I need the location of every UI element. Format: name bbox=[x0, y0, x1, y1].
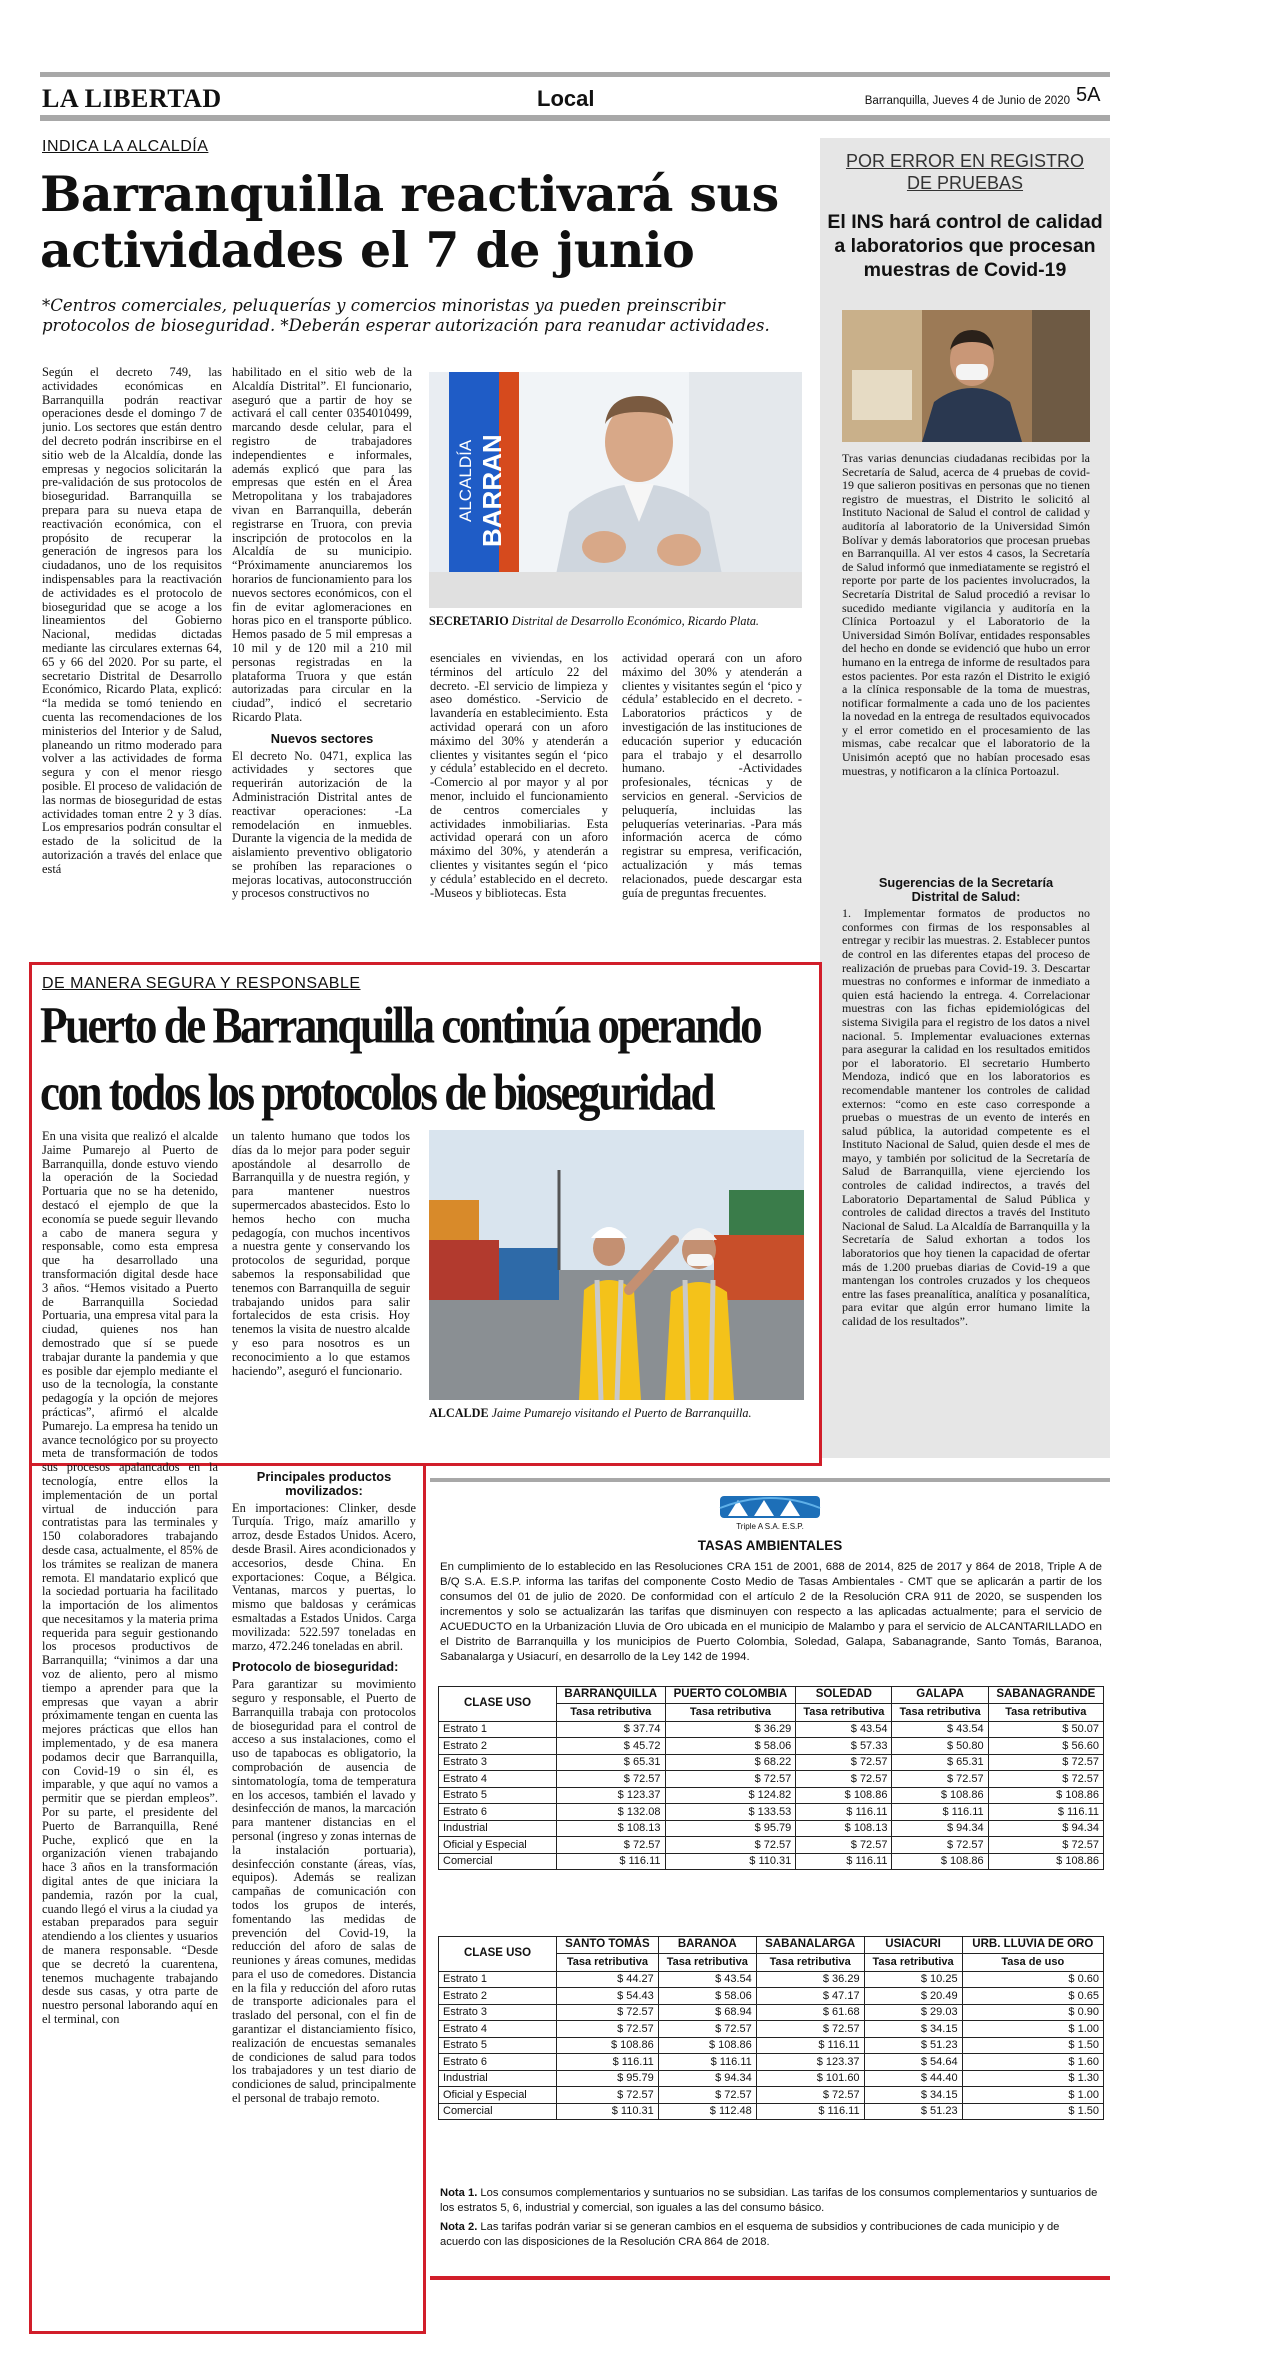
rate-cell: $ 65.31 bbox=[892, 1754, 988, 1771]
rate-cell: $ 72.57 bbox=[756, 2021, 864, 2038]
rate-cell: $ 72.57 bbox=[756, 2087, 864, 2104]
table1-col-4: SABANAGRANDE bbox=[988, 1687, 1103, 1704]
story2-photo-illustration bbox=[429, 1130, 804, 1400]
rate-cell: $ 50.80 bbox=[892, 1738, 988, 1755]
rate-cell: $ 1.60 bbox=[962, 2054, 1103, 2071]
story2-column-2-text-c: Para garantizar su movimiento seguro y responsable, el Puerto de Barranquilla trabaja con protocolos de bioseguridad para el control de acceso a sus instalaciones, como el uso de tapabocas es obligatorio, la comprobación de ausencia de sintomatología, toma de temperatura en los accesos, también el lavado y desinfección de manos, la marcación para mantener distancias en el personal (ingreso y zonas internas de la instalación portuaria), desinfección constante (áreas, vías, equipos). Además se realizan campañas de comunicación con todos los grupos de interés, fomentando las medidas de prevención del Covid-19, la reducción del aforo de salas de reuniones y áreas comunes, medidas para el uso de comedores. Distancia en la fila y reducción del aforo rutas de transporte adicionales para el traslado del personal, con el fin de garantizar el distanciamiento físico, realización de encuestas semanales de condiciones de salud para todos los trabajadores y un test diario de condiciones de salud, principalmente el personal de trabajo remoto. bbox=[232, 1677, 416, 2106]
rates-table-1 bbox=[438, 1686, 1104, 1870]
table2-sub-0: Tasa retributiva bbox=[557, 1953, 659, 1971]
story1-headline-line1: Barranquilla reactivará sus bbox=[40, 165, 779, 223]
sidebar-body-2 bbox=[842, 876, 1090, 1446]
rate-cell: $ 72.57 bbox=[658, 2021, 756, 2038]
rate-cell: $ 72.57 bbox=[892, 1771, 988, 1788]
table1-col-3: GALAPA bbox=[892, 1687, 988, 1704]
story2-subhead-protocol: Protocolo de bioseguridad: bbox=[232, 1659, 399, 1675]
story1-column-1-text: Según el decreto 749, las actividades económicas en Barranquilla podrán reactivar operaciones desde el domingo 7 de junio. Los sectores que están dentro del decreto podrán inscribirse en el sitio web de la Alcaldía, donde las empresas y negocios solicitarán la pre-validación de sus protocolos de bioseguridad. Barranquilla se prepara para su nueva etapa de reactivación económica, con el propósito de recuperar la generación de ingresos para los ciudadanos, uno de los requisitos indispensables para la reactivación de actividades es el protocolo de bioseguridad que se acoge a los lineamientos del Gobierno Nacional, medidas dictadas mediante las circulares externas 64, 65 y 66 del 2020. Por su parte, el secretario Distrital de Desarrollo Económico, Ricardo Plata, explicó: “la medida se tomó teniendo en cuenta las recomendaciones de los ministerios del Interior y de Salud, planeando un ritmo moderado para volver a las actividades de forma segura y con el menor riesgo posible. El proceso de validación de las normas de bioseguridad de estas actividades toman entre 2 y 3 días. Los empresarios podrán consultar el estado de la solicitud de la autorización a través del enlace que está bbox=[42, 366, 222, 876]
rate-cell: $ 72.57 bbox=[988, 1754, 1103, 1771]
rate-cell: $ 29.03 bbox=[864, 2004, 962, 2021]
rate-cell: $ 116.11 bbox=[988, 1804, 1103, 1821]
row-label: Comercial bbox=[439, 2103, 557, 2120]
rate-cell: $ 0.60 bbox=[962, 1971, 1103, 1988]
table-row bbox=[439, 1820, 1104, 1837]
story1-deck: *Centros comerciales, peluquerías y comercios minoristas ya pueden preinscribir protocolos de bioseguridad. *Deberán esperar autorización para reanudar actividades. bbox=[42, 296, 770, 335]
page-number: 5A bbox=[1076, 84, 1101, 106]
rate-cell: $ 108.13 bbox=[796, 1820, 892, 1837]
table-row bbox=[439, 2054, 1104, 2071]
rate-cell: $ 72.57 bbox=[557, 2021, 659, 2038]
rate-cell: $ 116.11 bbox=[756, 2103, 864, 2120]
rate-cell: $ 1.00 bbox=[962, 2087, 1103, 2104]
rate-cell: $ 94.34 bbox=[658, 2070, 756, 2087]
row-label: Estrato 6 bbox=[439, 2054, 557, 2071]
story1-photo bbox=[429, 372, 802, 608]
table-row bbox=[439, 1853, 1104, 1870]
svg-text:BARRAN: BARRAN bbox=[477, 434, 507, 547]
rate-cell: $ 133.53 bbox=[665, 1804, 796, 1821]
story1-column-3-text: esenciales en viviendas, en los términos del artículo 22 del decreto. -El servicio de limpieza y aseo doméstico. -Servicio de lavandería en establecimiento. Esta actividad operará con un aforo máximo del 30% y atenderán a clientes y visitantes según el ‘pico y cédula’ establecido en el decreto. -Comercio al por mayor y al por menor, incluido el funcionamiento de centros comerciales y actividades inmobiliarias. Esta actividad operará con un aforo máximo del 30%, y atenderán a clientes y visitantes según el ‘pico y cédula’ establecido en el decreto. -Museos y bibliotecas. Esta bbox=[430, 652, 608, 900]
table-row bbox=[439, 1971, 1104, 1988]
row-label: Industrial bbox=[439, 2070, 557, 2087]
sidebar-headline-line3: muestras de Covid-19 bbox=[863, 259, 1067, 281]
rate-cell: $ 72.57 bbox=[796, 1754, 892, 1771]
rate-cell: $ 116.11 bbox=[796, 1804, 892, 1821]
table2-col-0: SANTO TOMÁS bbox=[557, 1937, 659, 1954]
rate-cell: $ 116.11 bbox=[557, 1853, 666, 1870]
table1-class-header: CLASE USO bbox=[439, 1687, 557, 1722]
story2-column-1 bbox=[42, 1130, 218, 2325]
ad-note-1-label: Nota 1. bbox=[440, 2187, 478, 2199]
table-row bbox=[439, 2070, 1104, 2087]
table2-sub-3: Tasa retributiva bbox=[864, 1953, 962, 1971]
rate-cell: $ 116.11 bbox=[796, 1853, 892, 1870]
alcaldia-banner-text: ALCALDÍA bbox=[456, 439, 475, 522]
rate-cell: $ 108.86 bbox=[988, 1853, 1103, 1870]
ad-note-2 bbox=[440, 2220, 1102, 2250]
rate-cell: $ 108.86 bbox=[988, 1787, 1103, 1804]
sidebar-body-2-text: 1. Implementar formatos de productos no conformes con firmas de los responsables al entregar y recibir las muestras. 2. Establecer puntos de control en las diferentes etapas del proceso de realización de pruebas para Covid-19. 3. Descartar muestras no conformes e informar de inmediato a quien está haciendo la entrega. 4. Correlacionar muestras con las fichas epidemiológicas del sistema Sivigila para el registro de los datos a nivel nacional. 5. Implementar evaluaciones externas para asegurar la calidad en los resultados emitidos por el laboratorio. El secretario Humberto Mendoza, indicó que en los laboratorios es recomendable mantener los controles de calidad externos: “como en este caso corresponde a pruebas o muestras de un evento de interés en salud pública, la autoridad competente es el Instituto Nacional de Salud, quien desde el mes de mayo, y también por solicitud de la Secretaría de Salud de Barranquilla, viene ejerciendo los controles de calidad indirectos, a través del Laboratorio Departamental de Salud Pública y controles de calidad directos a través del Instituto Nacional de Salud. La Alcaldía de Barranquilla y la Secretaría de Salud exhortan a todos los laboratorios que hoy tienen la capacidad de ofertar más de 1.200 pruebas diarias de Covid-19 a que mantengan los controles cruzados y los chequeos entre las fases preanalítica, analítica y posanalítica, para evitar que algún error humano limite la calidad de los resultados”. bbox=[842, 906, 1090, 1328]
rate-cell: $ 116.11 bbox=[658, 2054, 756, 2071]
rate-cell: $ 72.57 bbox=[658, 2087, 756, 2104]
story2-column-2b bbox=[232, 1470, 416, 2330]
section-name: Local bbox=[537, 86, 595, 111]
story2-caption-text: Jaime Pumarejo visitando el Puerto de Barranquilla. bbox=[491, 1406, 752, 1420]
table2-sub-4: Tasa de uso bbox=[962, 1953, 1103, 1971]
rate-cell: $ 51.23 bbox=[864, 2037, 962, 2054]
masthead-bottom-rule bbox=[40, 115, 1110, 121]
sidebar-headline-line1: El INS hará control de calidad bbox=[827, 211, 1103, 233]
rate-cell: $ 50.07 bbox=[988, 1721, 1103, 1738]
row-label: Estrato 1 bbox=[439, 1971, 557, 1988]
table1-col-2: SOLEDAD bbox=[796, 1687, 892, 1704]
story1-column-1 bbox=[42, 366, 222, 958]
rate-cell: $ 44.40 bbox=[864, 2070, 962, 2087]
table-row bbox=[439, 2004, 1104, 2021]
table2-col-2: SABANALARGA bbox=[756, 1937, 864, 1954]
row-label: Estrato 6 bbox=[439, 1804, 557, 1821]
rate-cell: $ 72.57 bbox=[665, 1837, 796, 1854]
table-row bbox=[439, 2021, 1104, 2038]
rate-cell: $ 1.50 bbox=[962, 2103, 1103, 2120]
rate-cell: $ 68.22 bbox=[665, 1754, 796, 1771]
story2-column-2-text-b: En importaciones: Clinker, desde Turquía. Trigo, maíz amarillo y arroz, desde Estados Unidos. Acero, desde Brasil. Aires acondicionados y accesorios, desde China. En exportaciones: Coque, a Bélgica. Ventanas, marcos y puertas, lo mismo que baldosas y cerámicas esmaltadas a Estados Unidos. Carga movilizada: 522.597 toneladas en marzo, 472.246 toneladas en abril. bbox=[232, 1500, 416, 1653]
story1-caption-label: SECRETARIO bbox=[429, 614, 509, 628]
newspaper-name: LA LIBERTAD bbox=[42, 84, 222, 113]
row-label: Comercial bbox=[439, 1853, 557, 1870]
rate-cell: $ 65.31 bbox=[557, 1754, 666, 1771]
ad-top-rule bbox=[430, 1478, 1110, 1482]
rate-cell: $ 108.86 bbox=[796, 1787, 892, 1804]
rate-cell: $ 95.79 bbox=[557, 2070, 659, 2087]
rate-cell: $ 101.60 bbox=[756, 2070, 864, 2087]
row-label: Estrato 2 bbox=[439, 1738, 557, 1755]
table2-col-3: USIACURI bbox=[864, 1937, 962, 1954]
table2-col-4: URB. LLUVIA DE ORO bbox=[962, 1937, 1103, 1954]
story2-headline-line2: con todos los protocolos de bioseguridad bbox=[40, 1063, 714, 1121]
rate-cell: $ 123.37 bbox=[557, 1787, 666, 1804]
rate-cell: $ 72.57 bbox=[665, 1771, 796, 1788]
table2-sub-1: Tasa retributiva bbox=[658, 1953, 756, 1971]
row-label: Estrato 5 bbox=[439, 1787, 557, 1804]
rate-cell: $ 44.27 bbox=[557, 1971, 659, 1988]
story1-caption-text: Distrital de Desarrollo Económico, Ricardo Plata. bbox=[511, 614, 759, 628]
rate-cell: $ 47.17 bbox=[756, 1988, 864, 2005]
rate-cell: $ 61.68 bbox=[756, 2004, 864, 2021]
story2-column-2a bbox=[232, 1130, 410, 1476]
rate-cell: $ 72.57 bbox=[557, 2087, 659, 2104]
ad-intro: En cumplimiento de lo establecido en las Resoluciones CRA 151 de 2001, 688 de 2014, 825 de 2017 y 864 de 2018, Triple A de B/Q S.A. E.S.P. informa las tarifas del componente Costo Medio de Tasas Ambientales - CMT que se aplicarán a partir de los consumos del 01 de julio de 2020. De conformidad con el artículo 2 de la Resolución CRA 911 de 2020, se suspenden los incrementos y solo se actualizarán las tarifas que disminuyen con respecto a las aplicadas actualmente; para el servicio de ACUEDUCTO en la Urbanización Lluvia de Oro ubicada en el municipio de Malambo y para el servicio de ALCANTARILLADO en el Distrito de Barranquilla y los municipios de Puerto Colombia, Soledad, Galapa, Sabanagrande, Santo Tomás, Baranoa, Sabanalarga y Usiacurí, en desarrollo de la Ley 142 de 1994. bbox=[440, 1561, 1102, 1663]
story2-subhead-products: Principales productos movilizados: bbox=[256, 1470, 392, 1498]
rate-cell: $ 54.64 bbox=[864, 2054, 962, 2071]
rate-cell: $ 72.57 bbox=[892, 1837, 988, 1854]
story1-headline-line2: actividades el 7 de junio bbox=[40, 221, 695, 279]
rate-cell: $ 45.72 bbox=[557, 1738, 666, 1755]
ad-title: TASAS AMBIENTALES bbox=[697, 1538, 843, 1553]
masthead-top-rule bbox=[40, 72, 1110, 77]
issue-date: Barranquilla, Jueves 4 de Junio de 2020 bbox=[864, 95, 1070, 107]
table-row bbox=[439, 1754, 1104, 1771]
rate-cell: $ 72.57 bbox=[557, 1837, 666, 1854]
row-label: Oficial y Especial bbox=[439, 1837, 557, 1854]
row-label: Estrato 4 bbox=[439, 1771, 557, 1788]
table1-col-0: BARRANQUILLA bbox=[557, 1687, 666, 1704]
rate-cell: $ 51.23 bbox=[864, 2103, 962, 2120]
rate-cell: $ 54.43 bbox=[557, 1988, 659, 2005]
sidebar-subhead: Sugerencias de la Secretaría Distrital de Salud: bbox=[878, 876, 1054, 904]
rate-cell: $ 108.86 bbox=[892, 1787, 988, 1804]
table-row bbox=[439, 1721, 1104, 1738]
story2-column-2-text-a: un talento humano que todos los días da lo mejor para poder seguir apostándole al desarrollo de Barranquilla y de nuestra región, y para mantener nuestros supermercados abastecidos. Esto lo hemos hecho con mucha pedagogía, con muchos incentivos a nuestra gente y conservando los protocolos de seguridad, porque sabemos la responsabilidad que tenemos con Barranquilla de seguir trabajando unidos para salir fortalecidos de esta crisis. Hoy tenemos la visita de nuestro alcalde y eso para nosotros es un reconocimiento a lo que estamos haciendo”, aseguró el funcionario. bbox=[232, 1130, 410, 1378]
rate-cell: $ 1.50 bbox=[962, 2037, 1103, 2054]
rate-cell: $ 95.79 bbox=[665, 1820, 796, 1837]
rate-cell: $ 108.86 bbox=[892, 1853, 988, 1870]
row-label: Estrato 5 bbox=[439, 2037, 557, 2054]
rate-cell: $ 72.57 bbox=[796, 1771, 892, 1788]
story2-headline-line1: Puerto de Barranquilla continúa operando bbox=[40, 996, 761, 1055]
ad-note-2-label: Nota 2. bbox=[440, 2221, 478, 2233]
story1-subhead-new-sectors: Nuevos sectores bbox=[270, 730, 374, 746]
sidebar-body-1-text: Tras varias denuncias ciudadanas recibidas por la Secretaría de Salud, acerca de 4 pruebas de covid-19 que salieron positivas en personas que no tienen registro de muestras, el Distrito le solicitó al Instituto Nacional de Salud el control de calidad y auditoría al laboratorio de la Universidad Simón Bolívar y demás laboratorios que procesan pruebas en Barranquilla. Al ver estos 4 casos, la Secretaría de Salud informó que inmediatamente se registró el reporte por parte de los pacientes involucrados, la Secretaría Distrital de Salud procedió a revisar lo sucedido mediante vigilancia y auditoría en la Clínica Portoazul y el Laboratorio de la Universidad Simón Bolívar, entidades responsables del hecho en donde se evidenció que hubo un error humano en la entrega de informe de resultados para estos pacientes. Por esta razón el Distrito le exigió a la clínica responsable de la toma de muestras, notificar formalmente a cada uno de los pacientes la novedad en la entrega de resultados equivocados y el error cometido en el procesamiento de las mismas, cabe recalcar que el laboratorio de la Unisimón aceptó que no habían procesado esas muestras, y notificaron a la clínica Portoazul. bbox=[842, 452, 1090, 778]
table2-class-header: CLASE USO bbox=[439, 1937, 557, 1972]
rate-cell: $ 94.34 bbox=[988, 1820, 1103, 1837]
rates-table-2 bbox=[438, 1936, 1104, 2120]
rate-cell: $ 57.33 bbox=[796, 1738, 892, 1755]
rate-cell: $ 56.60 bbox=[988, 1738, 1103, 1755]
ad-bottom-rule bbox=[430, 2276, 1110, 2280]
row-label: Estrato 2 bbox=[439, 1988, 557, 2005]
rate-cell: $ 1.00 bbox=[962, 2021, 1103, 2038]
rate-cell: $ 108.13 bbox=[557, 1820, 666, 1837]
rate-cell: $ 108.86 bbox=[658, 2037, 756, 2054]
ad-note-2-text: Las tarifas podrán variar si se generan cambios en el esquema de subsidios y contribuciones de cada municipio y de acuerdo con las disposiciones de la Resolución CRA 864 de 2018. bbox=[440, 2221, 1060, 2248]
rate-cell: $ 36.29 bbox=[665, 1721, 796, 1738]
story2-column-1-text: En una visita que realizó el alcalde Jaime Pumarejo al Puerto de Barranquilla, donde estuvo viendo la operación de la Sociedad Portuaria que no se ha detenido, destacó el ejemplo de que la economía se puede seguir llevando a cabo de manera segura y responsable, como esta empresa que ha desarrollado una transformación digital desde hace 3 años. “Hemos visitado a Puerto de Barranquilla Sociedad Portuaria, una empresa vital para la ciudad, quienes nos han demostrado que sí se puede trabajar durante la pandemia y que es posible dar ejemplo mediante el uso de la tecnología, la constante pedagogía y la opción de mejores prácticas”, afirmó el alcalde Pumarejo. La empresa ha tenido un avance tecnológico por su proyecto meta de transformación de todos sus procesos apalancados en la tecnología, entre ellos la implementación de un portal virtual de inducción para contratistas para las terminales y 150 colaboradores trabajando desde casa, actualmente, el 85% de los trámites se realizan de manera remota. El mandatario explicó que la sociedad portuaria ha facilitado la importación de los alimentos que necesitamos y la materia prima requerida para seguir gestionando los procesos productivos de Barranquilla; “vinimos a dar una voz de aliento, pero al mismo tiempo a aprender para que la empresas que vayan a abrir próximamente tengan en cuenta las mejores prácticas que ellos han implementado, y de esa manera podamos decir que Barranquilla, con Covid-19 o sin él, es imparable, y que aquí no vamos a permitir que se pierdan empleos”. Por su parte, el presidente del Puerto de Barranquilla, René Puche, explicó que en la organización vienen trabajando hace 3 años en la transformación digital antes de que iniciara la pandemia, razón por la cual, cuando llegó el virus a la ciudad ya estaban preparados para seguir atendiendo a los clientes y usuarios de manera responsable. “Desde que se decretó la cuarentena, tenemos muchagente trabajando desde sus casas, y otra parte de nuestro personal laborando aquí en el terminal, con bbox=[42, 1130, 218, 2026]
table1-col-1: PUERTO COLOMBIA bbox=[665, 1687, 796, 1704]
table-row bbox=[439, 2037, 1104, 2054]
row-label: Oficial y Especial bbox=[439, 2087, 557, 2104]
rate-cell: $ 10.25 bbox=[864, 1971, 962, 1988]
sidebar-kicker-line1: POR ERROR EN REGISTRO bbox=[845, 151, 1085, 171]
rate-cell: $ 72.57 bbox=[988, 1837, 1103, 1854]
table1-sub-3: Tasa retributiva bbox=[892, 1703, 988, 1721]
story2-kicker: DE MANERA SEGURA Y RESPONSABLE bbox=[42, 975, 361, 992]
rate-cell: $ 36.29 bbox=[756, 1971, 864, 1988]
rate-cell: $ 116.11 bbox=[756, 2037, 864, 2054]
table2-col-1: BARANOA bbox=[658, 1937, 756, 1954]
rate-cell: $ 72.57 bbox=[557, 2004, 659, 2021]
sidebar-photo bbox=[842, 310, 1090, 442]
rate-cell: $ 43.54 bbox=[658, 1971, 756, 1988]
ad-note-1-text: Los consumos complementarios y suntuarios no se subsidian. Las tarifas de los consumos complementarios y suntuarios de los estratos 5, 6, industrial y comercial, son iguales a las del consumo básico. bbox=[440, 2187, 1098, 2214]
story1-column-2-text-a: habilitado en el sitio web de la Alcaldía Distrital”. El funcionario, aseguró que a partir de hoy se activará el call center 0354010499, marcando desde celular, para el registro de trabajadores independientes e informales, además explicó que para las empresas que estén en el Área Metropolitana y los trabajadores vivan en Barranquilla, deberán registrarse en Truora, con previa inscripción de protocolos en la Alcaldía de su municipio. “Próximamente anunciaremos los horarios de funcionamiento para los nuevos sectores económicos, con el fin de evitar aglomeraciones en horas pico en el transporte público. Hemos pasado de 5 mil empresas a 10 mil y de 120 mil a 210 mil personas registradas en la plataforma Truora y que están autorizadas para circular en la ciudad”, indicó el secretario Ricardo Plata. bbox=[232, 366, 412, 724]
sidebar-kicker bbox=[826, 150, 1104, 194]
rate-cell: $ 20.49 bbox=[864, 1988, 962, 2005]
rate-cell: $ 0.65 bbox=[962, 1988, 1103, 2005]
story1-caption bbox=[429, 614, 805, 628]
table1-sub-0: Tasa retributiva bbox=[557, 1703, 666, 1721]
row-label: Estrato 3 bbox=[439, 1754, 557, 1771]
table-row bbox=[439, 1738, 1104, 1755]
rate-cell: $ 110.31 bbox=[557, 2103, 659, 2120]
table2-sub-2: Tasa retributiva bbox=[756, 1953, 864, 1971]
story2-caption-label: ALCALDE bbox=[429, 1406, 489, 1420]
rate-cell: $ 112.48 bbox=[658, 2103, 756, 2120]
table-row bbox=[439, 2087, 1104, 2104]
triple-a-logo-text: Triple A S.A. E.S.P. bbox=[736, 1522, 804, 1531]
rate-cell: $ 58.06 bbox=[665, 1738, 796, 1755]
table1-sub-2: Tasa retributiva bbox=[796, 1703, 892, 1721]
rate-cell: $ 72.57 bbox=[796, 1837, 892, 1854]
story1-kicker: INDICA LA ALCALDÍA bbox=[42, 138, 209, 155]
sidebar-headline bbox=[826, 210, 1104, 282]
rate-cell: $ 110.31 bbox=[665, 1853, 796, 1870]
sidebar-photo-illustration bbox=[842, 310, 1090, 442]
rate-cell: $ 1.30 bbox=[962, 2070, 1103, 2087]
rate-cell: $ 72.57 bbox=[557, 1771, 666, 1788]
story2-headline bbox=[40, 992, 820, 1125]
story1-column-2 bbox=[232, 366, 412, 958]
rate-cell: $ 37.74 bbox=[557, 1721, 666, 1738]
rate-cell: $ 34.15 bbox=[864, 2087, 962, 2104]
story2-caption bbox=[429, 1406, 805, 1420]
story1-column-4 bbox=[622, 652, 802, 958]
sidebar-headline-line2: a laboratorios que procesan bbox=[834, 235, 1096, 257]
rate-cell: $ 43.54 bbox=[796, 1721, 892, 1738]
rate-cell: $ 58.06 bbox=[658, 1988, 756, 2005]
row-label: Estrato 4 bbox=[439, 2021, 557, 2038]
table-row bbox=[439, 1804, 1104, 1821]
rate-cell: $ 123.37 bbox=[756, 2054, 864, 2071]
story1-photo-illustration bbox=[429, 372, 802, 608]
story1-column-2-text-b: El decreto No. 0471, explica las actividades y sectores que requerirán autorización de la Administración Distrital antes de reactivar operaciones: -La remodelación en inmuebles. Durante la vigencia de la medida de aislamiento preventivo obligatorio se prohíben las reparaciones o mejoras locativas, autoconstrucción y procesos constructivos no bbox=[232, 748, 412, 901]
table-row bbox=[439, 2103, 1104, 2120]
rate-cell: $ 108.86 bbox=[557, 2037, 659, 2054]
story1-headline bbox=[40, 166, 820, 278]
rate-cell: $ 116.11 bbox=[892, 1804, 988, 1821]
table-row bbox=[439, 1787, 1104, 1804]
rate-cell: $ 43.54 bbox=[892, 1721, 988, 1738]
rate-cell: $ 68.94 bbox=[658, 2004, 756, 2021]
ad-note-1 bbox=[440, 2186, 1102, 2216]
rate-cell: $ 34.15 bbox=[864, 2021, 962, 2038]
sidebar-kicker-line2: DE PRUEBAS bbox=[906, 173, 1024, 193]
rate-cell: $ 72.57 bbox=[988, 1771, 1103, 1788]
row-label: Estrato 3 bbox=[439, 2004, 557, 2021]
rate-cell: $ 0.90 bbox=[962, 2004, 1103, 2021]
table1-sub-4: Tasa retributiva bbox=[988, 1703, 1103, 1721]
sidebar-body-1 bbox=[842, 452, 1090, 872]
rate-cell: $ 94.34 bbox=[892, 1820, 988, 1837]
row-label: Industrial bbox=[439, 1820, 557, 1837]
row-label: Estrato 1 bbox=[439, 1721, 557, 1738]
table-row bbox=[439, 1837, 1104, 1854]
rate-cell: $ 124.82 bbox=[665, 1787, 796, 1804]
table1-sub-1: Tasa retributiva bbox=[665, 1703, 796, 1721]
rate-cell: $ 116.11 bbox=[557, 2054, 659, 2071]
table-row bbox=[439, 1771, 1104, 1788]
story2-photo bbox=[429, 1130, 804, 1400]
rate-cell: $ 132.08 bbox=[557, 1804, 666, 1821]
triple-a-logo bbox=[710, 1490, 830, 1536]
story1-column-4-text: actividad operará con un aforo máximo del 30% y atenderán a clientes y visitantes según el ‘pico y cédula’ establecido en el decreto. -Laboratorios prácticos y de investigación de las instituciones de educación superior y educación para el trabajo y el desarrollo humano. -Actividades profesionales, técnicas y de servicios en general. -Servicios de peluquería, incluidas las peluquerías veterinarias. -Para más información acerca de cómo registrar su empresa, verificación, actualización y más temas relacionados, puede descargar esta guía de preguntas frecuentes. bbox=[622, 652, 802, 900]
story1-column-3 bbox=[430, 652, 608, 958]
table-row bbox=[439, 1988, 1104, 2005]
